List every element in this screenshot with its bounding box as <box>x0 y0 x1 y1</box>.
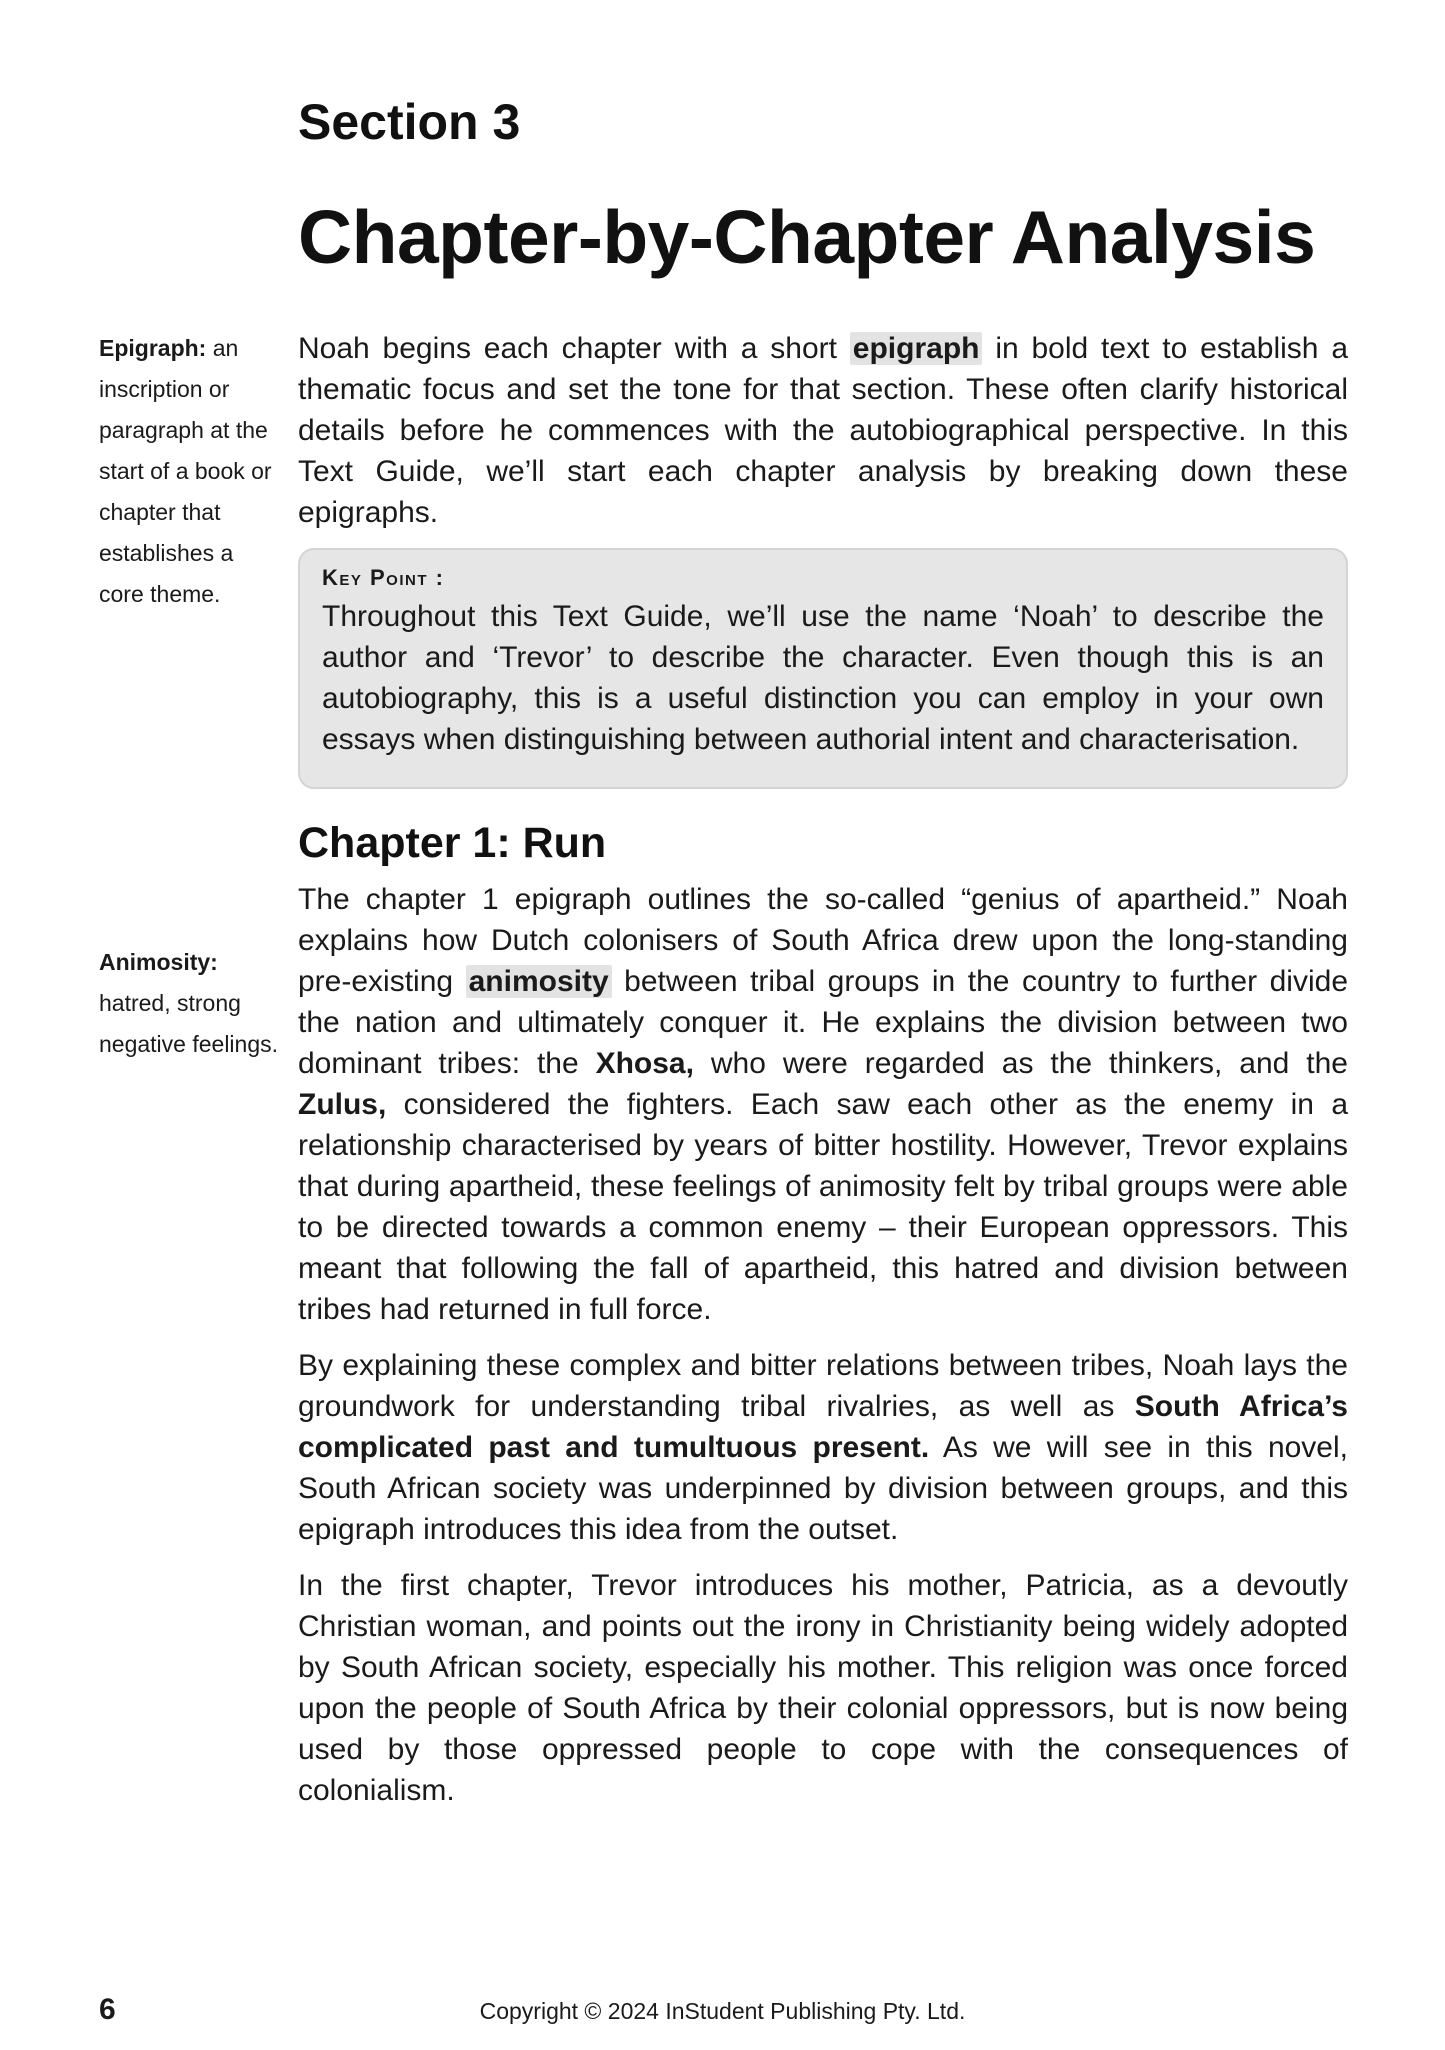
chapter-title: Chapter 1: Run <box>298 819 607 867</box>
page-number: 6 <box>99 1993 116 2026</box>
key-point-box <box>298 548 1348 789</box>
paragraph-text: who were regarded as the thinkers, and the <box>693 1047 1348 1080</box>
chapter-paragraph: In the first chapter, Trevor introduces his mother, Patricia, as a devoutly Christian woman, and points out the irony in Christianity being widely adopted by South African society, especially his mother. This religion was once forced upon the people of South Africa by their colonial oppressors, but is now being used by those oppressed people to cope with the consequences of colonialism. <box>298 1569 1348 1807</box>
page-title: Chapter-by-Chapter Analysis <box>298 195 1316 279</box>
key-point-text: Throughout this Text Guide, we’ll use the name ‘Noah’ to describe the author and ‘Trevor’ to describe the character. Even though this is an autobiography, this is a useful distinction you can employ in your own essays when distinguishing between authorial intent and characterisation. <box>322 600 1324 756</box>
chapter-paragraph <box>298 879 1348 1330</box>
intro-text: Noah begins each chapter with a short <box>298 332 850 365</box>
paragraph-text: considered the fighters. Each saw each other as the enemy in a relationship characterised by years of bitter hostility. However, Trevor explains that during apartheid, these feelings of animosity felt by tribal groups were able to be directed towards a common enemy – their European oppressors. This meant that following the fall of apartheid, this hatred and division between tribes had returned in full force. <box>298 1088 1348 1326</box>
chapter-paragraph <box>298 1345 1348 1550</box>
margin-note-term: Animosity: <box>99 949 218 975</box>
highlighted-term-animosity: animosity <box>466 965 612 998</box>
intro-paragraph <box>298 328 1348 533</box>
margin-note-epigraph <box>99 328 284 615</box>
paragraph-text: between tribal groups in the country to further divide the nation and ultimately conquer it. He explains the division between two dominant tribes: the <box>298 965 1349 1080</box>
margin-note-definition: hatred, strong negative feelings. <box>99 990 279 1057</box>
key-point-heading: Key Point : <box>322 565 445 590</box>
paragraph-text: By explaining these complex and bitter relations between tribes, Noah lays the groundwork for understanding tribal rivalries, as well as <box>298 1349 1348 1423</box>
bold-term-xhosa: Xhosa, <box>595 1047 694 1080</box>
margin-note-definition: an inscription or paragraph at the start of a book or chapter that establishes a core theme. <box>99 335 272 607</box>
margin-note-animosity <box>99 942 284 1065</box>
main-content <box>298 328 1348 1826</box>
intro-text: in bold text to establish a thematic focus and set the tone for that section. These often clarify historical details before he commences with the autobiographical perspective. In this Text Guide, we’ll start each chapter analysis by breaking down these epigraphs. <box>298 332 1349 529</box>
bold-term-zulus: Zulus, <box>298 1088 387 1121</box>
paragraph-text: As we will see in this novel, South African society was underpinned by division between groups, and this epigraph introduces this idea from the outset. <box>298 1431 1348 1546</box>
copyright-notice: Copyright © 2024 InStudent Publishing Pty. Ltd. <box>479 1998 966 2024</box>
section-label: Section 3 <box>298 94 521 150</box>
bold-phrase: South Africa’s complicated past and tumultuous present. <box>298 1390 1348 1464</box>
highlighted-term-epigraph: epigraph <box>850 332 983 365</box>
paragraph-text: The chapter 1 epigraph outlines the so-called “genius of apartheid.” Noah explains how Dutch colonisers of South Africa drew upon the long-standing pre-existing <box>298 883 1348 998</box>
margin-note-term: Epigraph: <box>99 335 207 361</box>
